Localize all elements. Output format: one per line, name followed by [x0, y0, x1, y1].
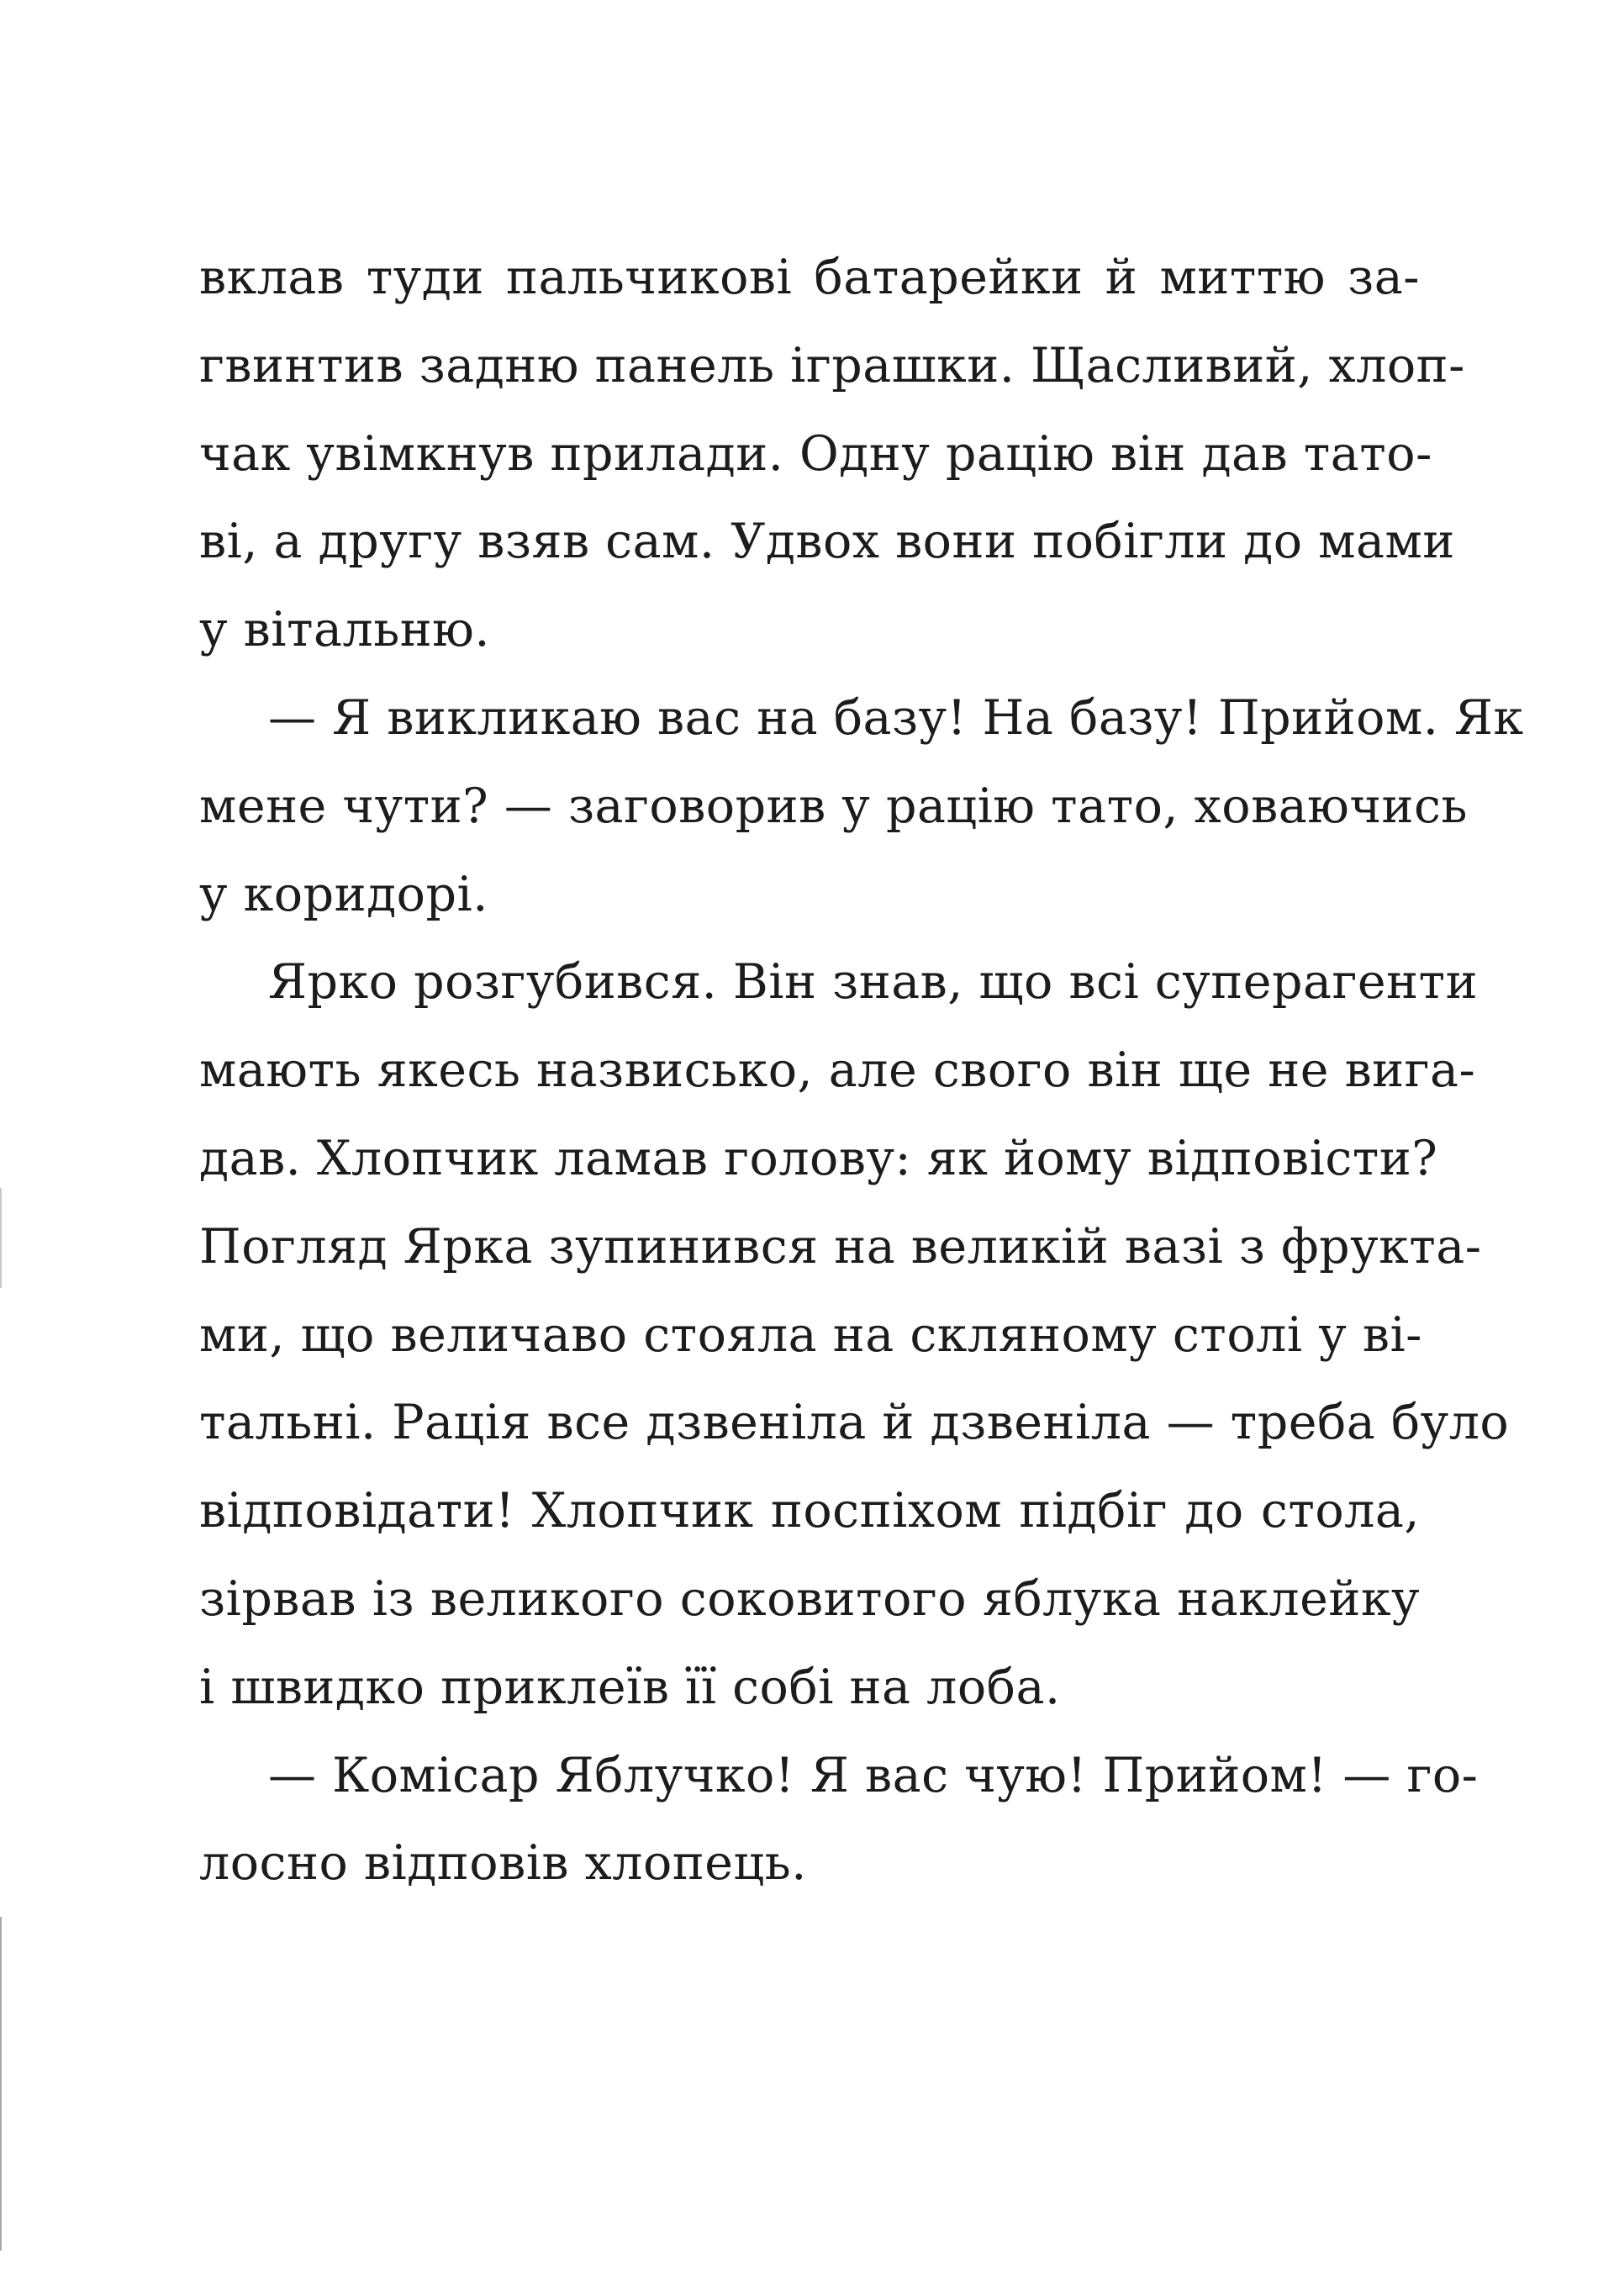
dialogue-line: — Комісар Яблучко! Я вас чую! Прийом! — го- — [268, 1747, 1479, 1803]
text-line: лосно відповів хлопець. — [199, 1835, 807, 1892]
text-line: гвинтив задню панель іграшки. Щасливий, хлоп- — [199, 337, 1465, 393]
body-text — [199, 234, 1524, 1908]
text-line: ві, а другу взяв сам. Удвох вони побігли до мами — [199, 514, 1455, 570]
text-line: Погляд Ярка зупинився на великій вазі з фрукта- — [199, 1218, 1482, 1275]
dialogue-line: — Я викликаю вас на базу! На базу! Прийом. Як — [268, 689, 1524, 746]
text-line: зірвав із великого соковитого яблука наклейку — [199, 1570, 1420, 1627]
text-line: у коридорі. — [199, 866, 488, 922]
text-line: відповідати! Хлопчик поспіхом підбіг до стола, — [199, 1483, 1420, 1539]
text-line: тальні. Рація все дзвеніла й дзвеніла — треба було — [199, 1395, 1510, 1451]
page-edge-mark-top — [0, 1188, 2, 1288]
paragraph-start-line: Ярко розгубився. Він знав, що всі суперагенти — [268, 954, 1479, 1011]
text-line: у вітальню. — [199, 602, 490, 658]
text-line: вклав туди пальчикові батарейки й миттю за- — [199, 250, 1420, 305]
text-line: ми, що величаво стояла на скляному столі у ві- — [199, 1306, 1422, 1363]
page-edge-mark-bottom — [0, 1917, 2, 2251]
text-line: мають якесь назвисько, але свого він ще не вига- — [199, 1042, 1476, 1099]
text-line: дав. Хлопчик ламав голову: як йому відповісти? — [199, 1130, 1438, 1186]
text-line: і швидко приклеїв її собі на лоба. — [199, 1659, 1061, 1715]
text-line: мене чути? — заговорив у рацію тато, ховаючись — [199, 778, 1468, 834]
text-line: чак увімкнув прилади. Одну рацію він дав тато- — [199, 425, 1432, 482]
